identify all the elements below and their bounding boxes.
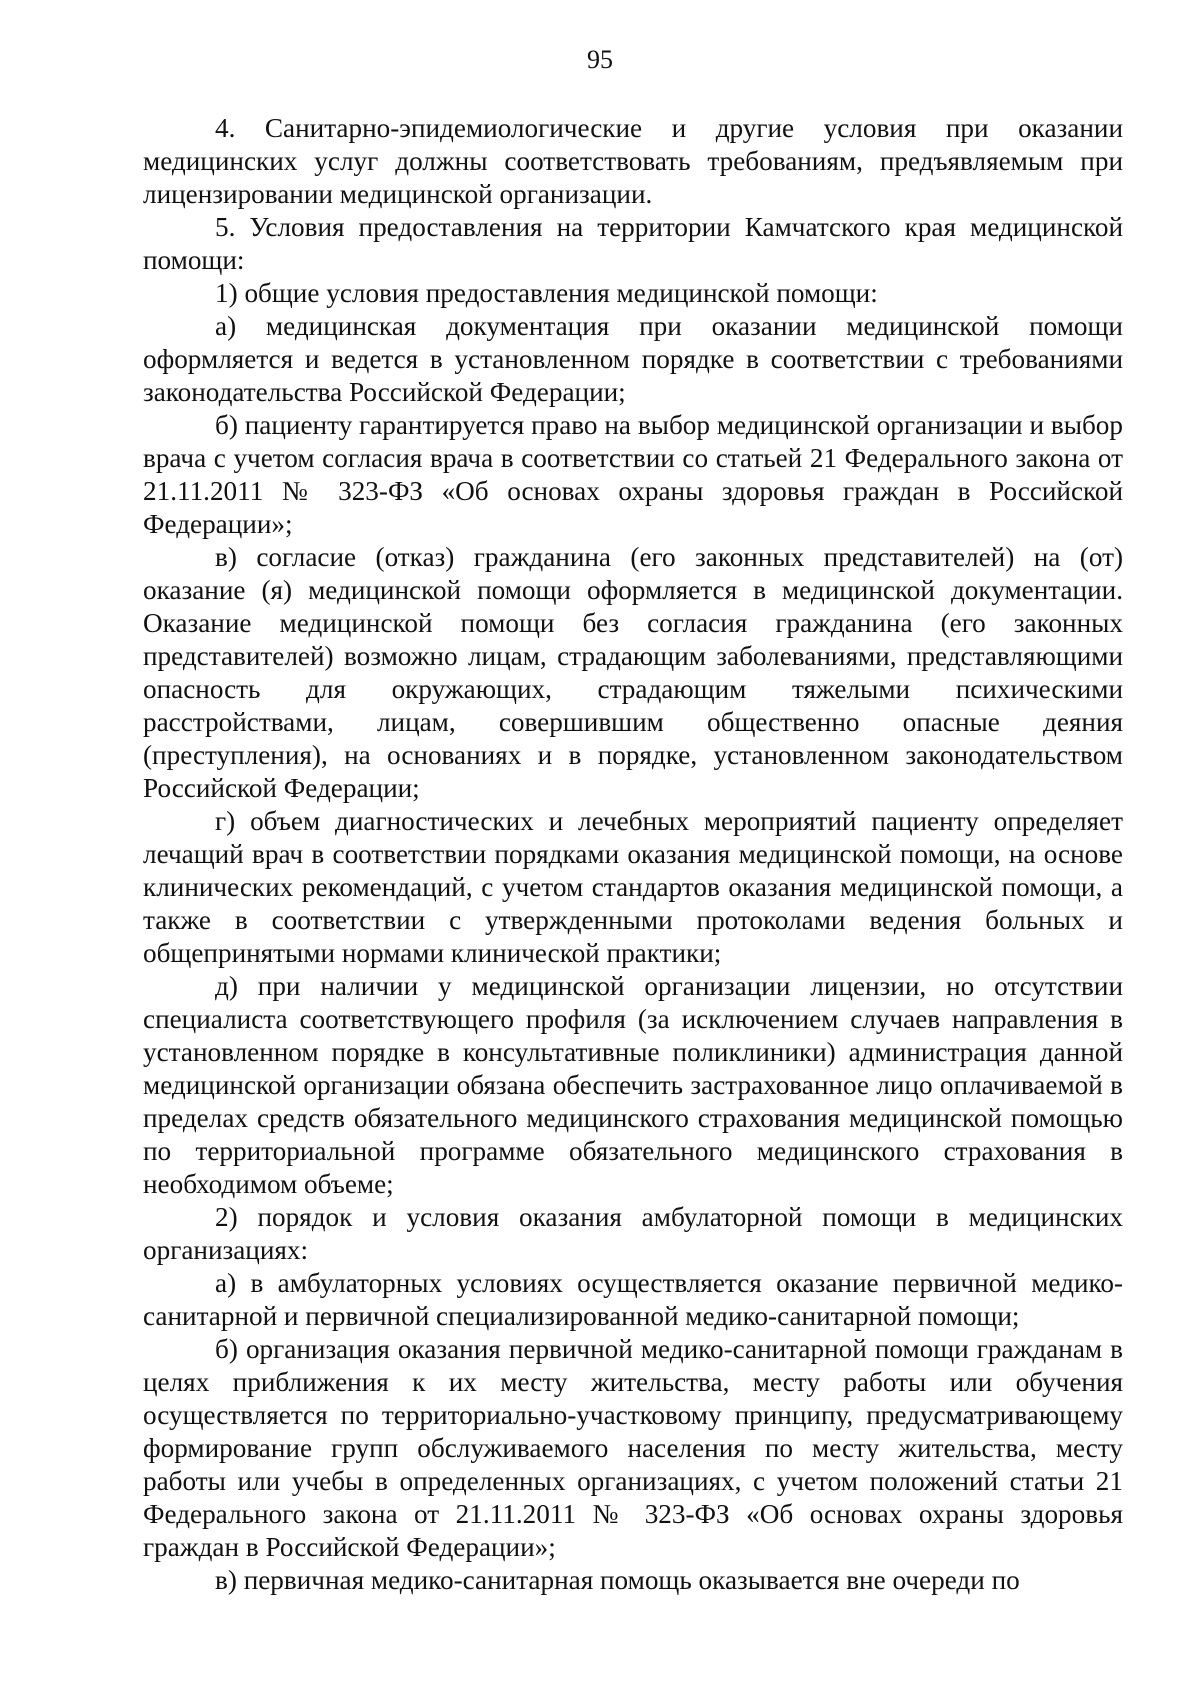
paragraph-g-scope-of-measures: г) объем диагностических и лечебных мероприятий пациенту определяет лечащий врач в соответствии порядками оказания медицинской помощи, на основе клинических рекомендаций, с учетом стандартов оказания медицинской помощи, а также в соответствии с утвержденными протоколами ведения больных и общепринятыми нормами клинической практики; [143, 806, 1123, 968]
document-body [143, 112, 1123, 1597]
paragraph-2-outpatient-conditions: 2) порядок и условия оказания амбулаторной помощи в медицинских организациях: [143, 1202, 1123, 1265]
paragraph-b-territorial-principle: б) организация оказания первичной медико-санитарной помощи гражданам в целях приближения к их месту жительства, месту работы или обучения осуществляется по территориально-участковому принципу, предусматривающему формирование групп обслуживаемого населения по месту жительства, месту работы или учебы в определенных организациях, с учетом положений статьи 21 Федерального закона от 21.11.2011 № 323-ФЗ «Об основах охраны здоровья граждан в Российской Федерации»; [143, 1334, 1123, 1562]
paragraph-1-general-conditions: 1) общие условия предоставления медицинской помощи: [215, 278, 878, 308]
paragraph-4-sanitary-conditions: 4. Санитарно-эпидемиологические и другие условия при оказании медицинских услуг должны соответствовать требованиям, предъявляемым при лицензировании медицинской организации. [143, 113, 1123, 209]
paragraph-a-outpatient-care: а) в амбулаторных условиях осуществляется оказание первичной медико-санитарной и первичной специализированной медико-санитарной помощи; [143, 1268, 1123, 1331]
paragraph-a-documentation: а) медицинская документация при оказании медицинской помощи оформляется и ведется в установленном порядке в соответствии с требованиями законодательства Российской Федерации; [143, 311, 1123, 407]
paragraph-b-choice-of-organization: б) пациенту гарантируется право на выбор медицинской организации и выбор врача с учетом согласия врача в соответствии со статьей 21 Федерального закона от 21.11.2011 № 323-ФЗ «Об основах охраны здоровья граждан в Российской Федерации»; [143, 410, 1123, 539]
paragraph-d-license-specialist: д) при наличии у медицинской организации лицензии, но отсутствии специалиста соответствующего профиля (за исключением случаев направления в установленном порядке в консультативные поликлиники) администрация данной медицинской организации обязана обеспечить застрахованное лицо оплачиваемой в пределах средств обязательного медицинского страхования медицинской помощью по территориальной программе обязательного медицинского страхования в необходимом объеме; [143, 971, 1123, 1199]
paragraph-5-care-conditions: 5. Условия предоставления на территории Камчатского края медицинской помощи: [143, 212, 1123, 275]
page-number: 95 [587, 45, 613, 74]
paragraph-v-consent: в) согласие (отказ) гражданина (его законных представителей) на (от) оказание (я) медицинской помощи оформляется в медицинской документации. Оказание медицинской помощи без согласия гражданина (его законных представителей) возможно лицам, страдающим заболеваниями, представляющими опасность для окружающих, страдающим тяжелыми психическими расстройствами, лицам, совершившим общественно опасные деяния (преступления), на основаниях и в порядке, установленном законодательством Российской Федерации; [143, 542, 1123, 803]
paragraph-v-priority-care: в) первичная медико-санитарная помощь оказывается вне очереди по [215, 1565, 1020, 1595]
